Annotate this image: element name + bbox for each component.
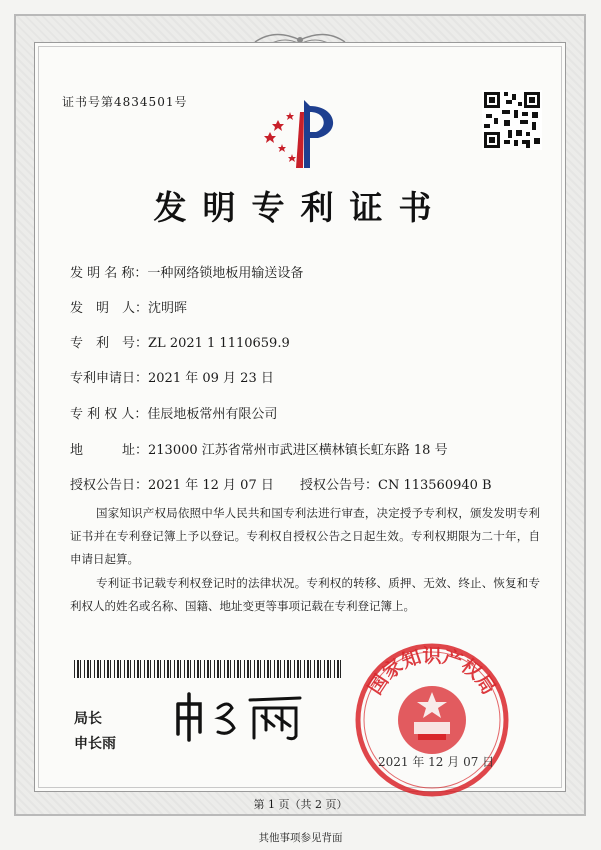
seal-text: 国家知识产权局 [364, 645, 500, 699]
grant-number-row: 授权公告号：CN 113560940 B [300, 478, 492, 493]
filing-date-row: 专利申请日：2021 年 09 月 23 日 [70, 371, 274, 386]
patent-number-value: ZL 2021 1 1110659.9 [148, 336, 290, 351]
legal-status-paragraph: 专利证书记载专利权登记时的法律状况。专利权的转移、质押、无效、终止、恢复和专利权人的姓名或名称、国籍、地址变更等事项记载在专利登记簿上。 [70, 576, 540, 613]
seal-date: 2021 年 12 月 07 日 [378, 755, 495, 769]
handwritten-signature [170, 686, 310, 746]
grant-date-row: 授权公告日：2021 年 12 月 07 日 [70, 478, 274, 493]
filing-date-value: 2021 年 09 月 23 日 [148, 371, 274, 386]
certificate-number: 证书号第4834501号 [62, 95, 188, 109]
patentee-value: 佳辰地板常州有限公司 [147, 407, 278, 422]
grant-statement-paragraph: 国家知识产权局依照中华人民共和国专利法进行审查，决定授予专利权，颁发发明专利证书并在专利登记簿上予以登记。专利权自授权公告之日起生效。专利权期限为二十年，自申请日起算。 [70, 506, 540, 566]
cnipa-logo [256, 92, 346, 172]
invention-name-value: 一种网络锁地板用输送设备 [147, 266, 304, 281]
barcode [74, 660, 344, 678]
official-seal [352, 640, 512, 800]
inventor-value: 沈明晖 [148, 301, 188, 316]
patent-number-row: 专 利 号：ZL 2021 1 1110659.9 [70, 336, 290, 351]
director-title: 局长 [74, 711, 102, 727]
page-number: 第 1 页（共 2 页） [253, 798, 348, 811]
address-value: 213000 江苏省常州市武进区横林镇长虹东路 18 号 [148, 443, 448, 458]
page-title: 发明专利证书 [153, 188, 448, 227]
footer-note: 其他事项参见背面 [258, 832, 343, 844]
grant-number-value: CN 113560940 B [378, 478, 492, 493]
director-name: 申长雨 [74, 736, 116, 752]
address-row: 地 址：213000 江苏省常州市武进区横林镇长虹东路 18 号 [70, 443, 448, 458]
grant-date-value: 2021 年 12 月 07 日 [148, 478, 274, 493]
invention-name-row: 发 明 名 称：一种网络锁地板用输送设备 [70, 266, 304, 281]
patentee-row: 专 利 权 人：佳辰地板常州有限公司 [70, 407, 278, 422]
inventor-row: 发 明 人：沈明晖 [70, 301, 188, 316]
qr-code[interactable] [482, 90, 542, 150]
